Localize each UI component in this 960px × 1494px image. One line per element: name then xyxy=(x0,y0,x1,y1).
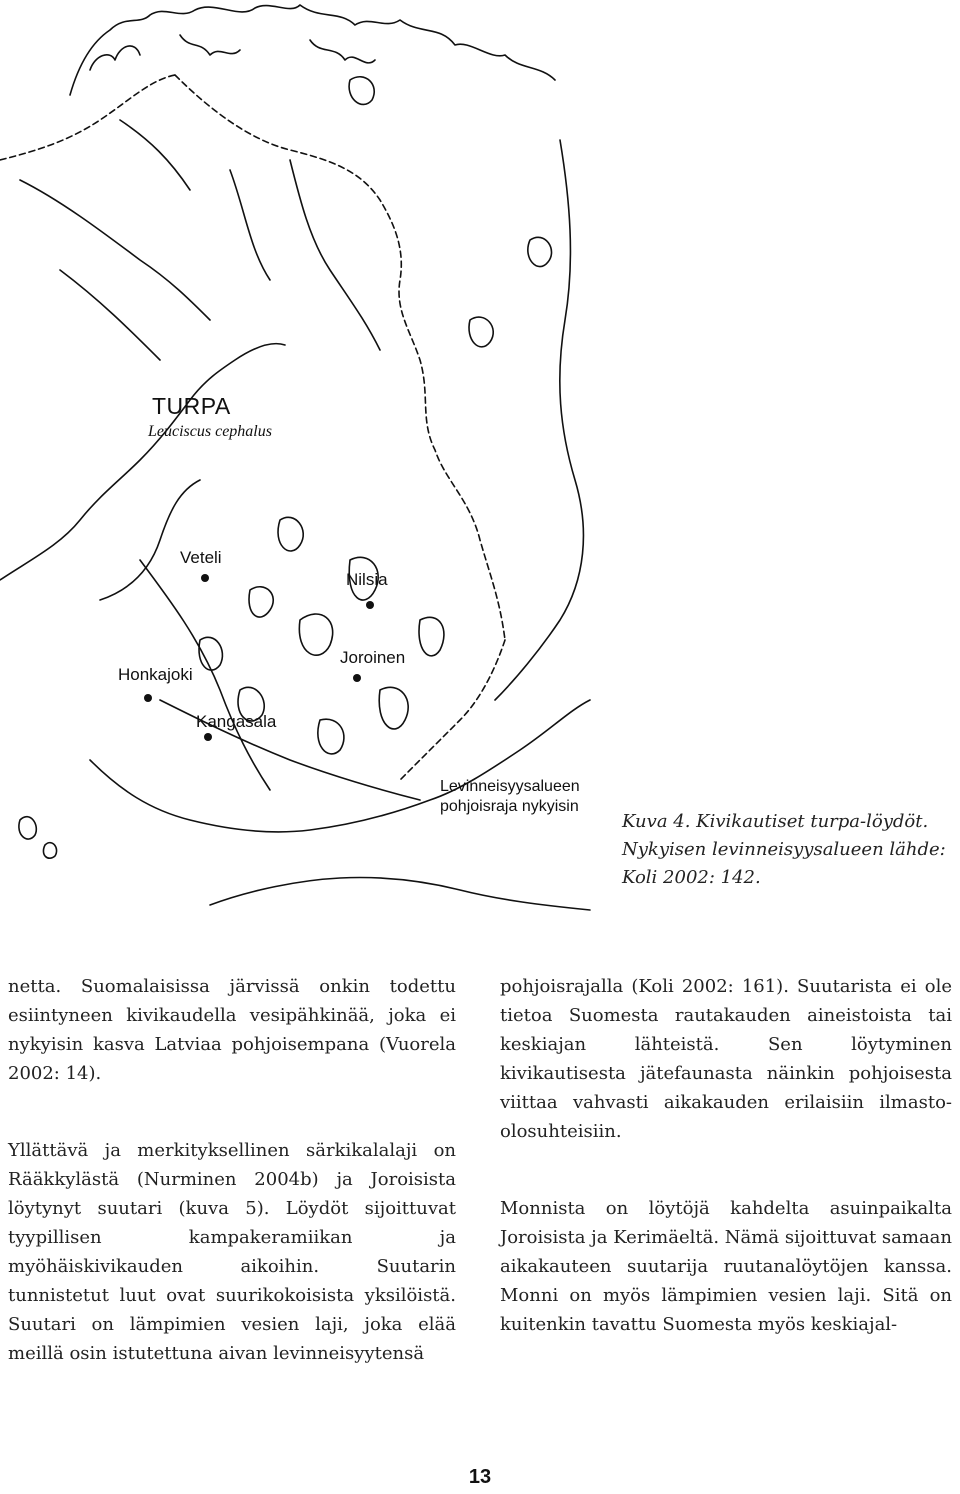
figure-caption: Kuva 4. Kivikautiset turpa-löydöt. Nykyisen levinneisyysalueen lähde: Koli 2002: 142. xyxy=(622,811,946,888)
border-line xyxy=(0,75,175,160)
map-title: TURPA xyxy=(152,393,231,419)
paragraph: Monnista on löytöjä kahdelta asuinpaikalta Joroisista ja Kerimäeltä. Nämä sijoittuvat samaan aikakauteen suutarija ruutanalöytöjen kanssa. Monni on myös lämpimien vesien laji. Sitä on kuitenkin tavattu Suomesta myös keskiajal- xyxy=(500,1198,952,1335)
place-kangasala: Kangasala xyxy=(196,712,277,731)
dot-joroinen xyxy=(353,674,361,682)
left-column xyxy=(8,972,456,1368)
paragraph: pohjoisrajalla (Koli 2002: 161). Suutarista ei ole tietoa Suomesta rautakauden aineistoista tai keskiajan lähteistä. Sen löytyminen kivikautisesta jätefaunasta näinkin pohjoisesta viittaa vahvasti aikakauden erilaisiin ilmasto-olosuhteisiin. xyxy=(500,976,952,1142)
place-honkajoki: Honkajoki xyxy=(118,665,193,684)
paragraph: Yllättävä ja merkityksellinen särkikalalaji on Rääkkylästä (Nurminen 2004b) ja Joroisista löytynyt suutari (kuva 5). Löydöt sijoittuvat tyypillisen kampakeramiikan ja myöhäiskivikauden aikoihin. Suutarin tunnistetut luut ovat suurikokoisista yksilöistä. Suutari on lämpimien vesien laji, joka elää meillä osin istutettuna aivan levinneisyytensä xyxy=(8,1140,456,1364)
place-nilsia: Nilsia xyxy=(346,570,388,589)
place-joroinen: Joroinen xyxy=(340,648,406,667)
page-number: 13 xyxy=(468,1466,492,1488)
northern-coast xyxy=(70,5,555,95)
dot-kangasala xyxy=(204,733,212,741)
dot-veteli xyxy=(201,574,209,582)
paragraph: netta. Suomalaisissa järvissä onkin todettu esiintyneen kivikaudella vesipähkinää, joka ei nykyisin kasva Latviaa pohjoisempana (Vuorela 2002: 14). xyxy=(8,976,456,1084)
boundary-label-line2: pohjoisraja nykyisin xyxy=(440,798,579,815)
place-veteli: Veteli xyxy=(180,548,222,567)
dot-nilsia xyxy=(366,601,374,609)
western-coast xyxy=(0,344,285,580)
right-column xyxy=(500,972,952,1339)
dot-honkajoki xyxy=(144,694,152,702)
map-latin-name: Leuciscus cephalus xyxy=(148,423,272,440)
boundary-label-line1: Levinneisyysalueen xyxy=(440,778,580,795)
